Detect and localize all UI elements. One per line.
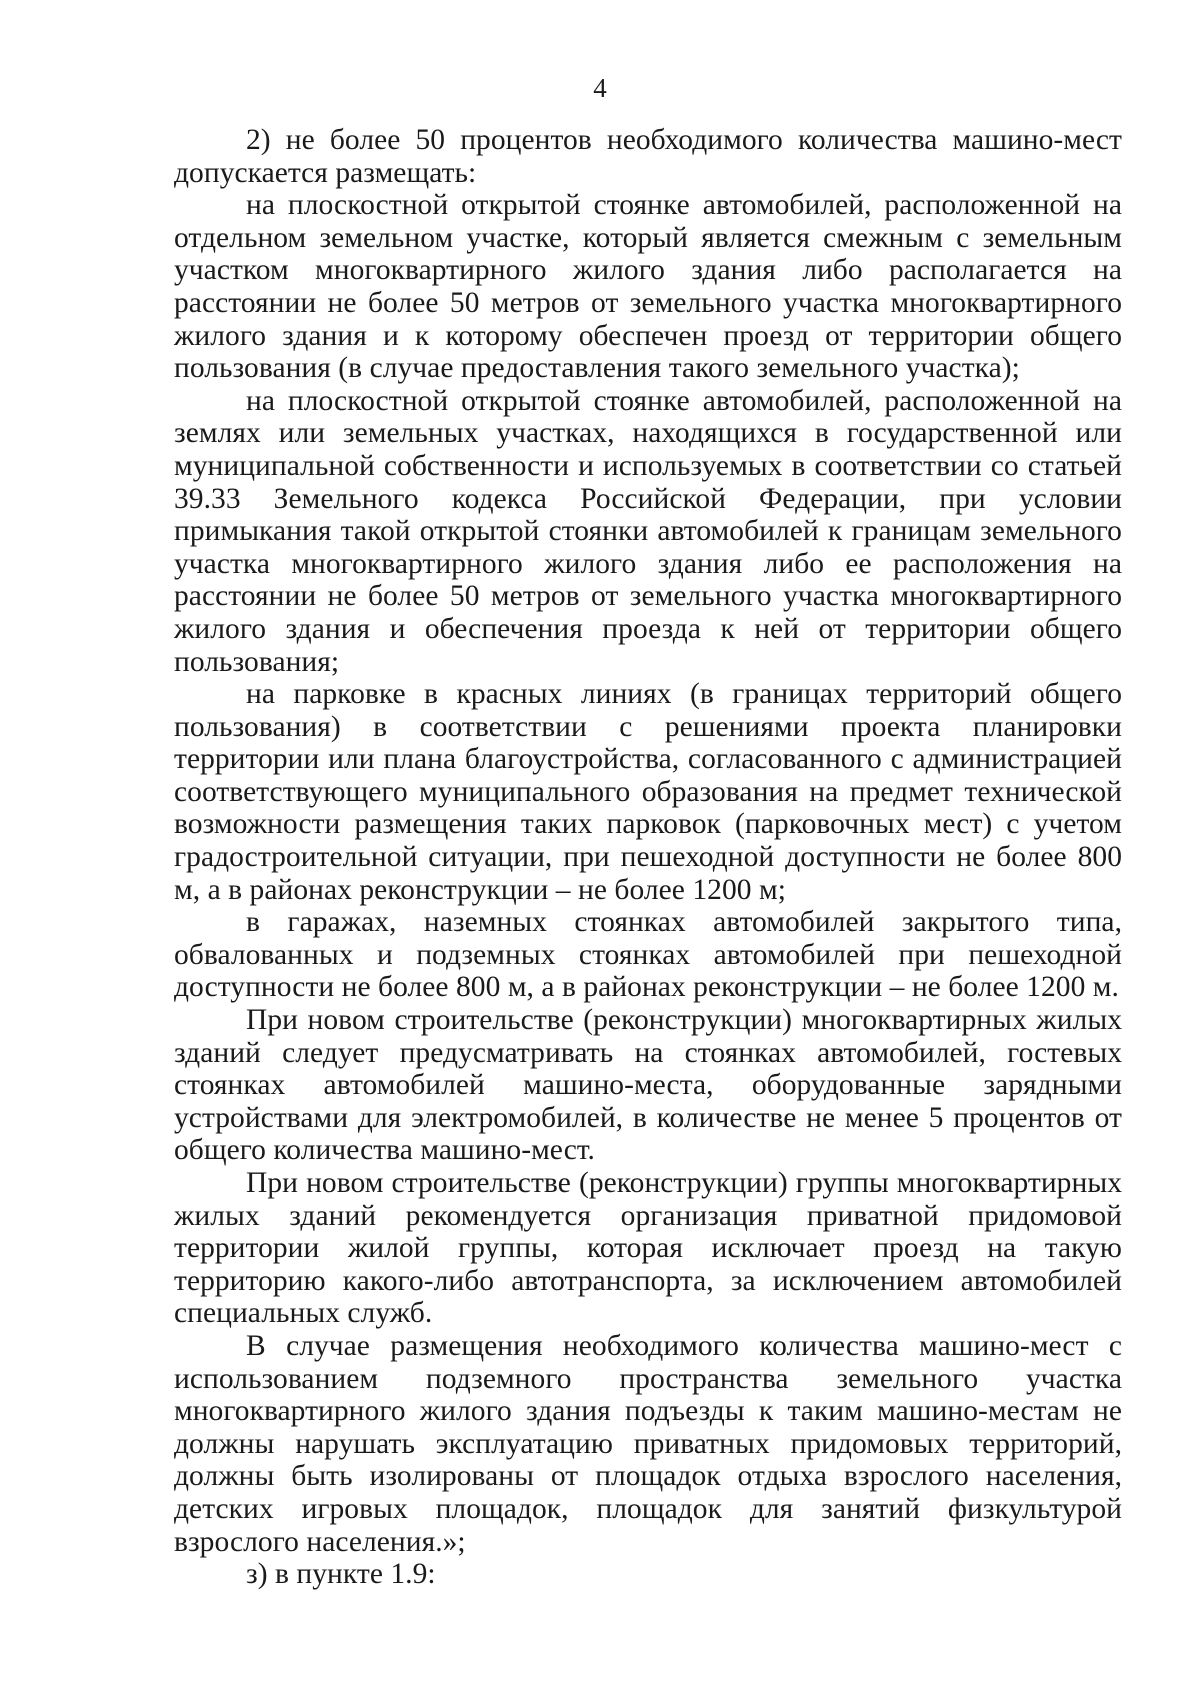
paragraph-underground-space: В случае размещения необходимого количества машино-мест с использованием подземного пространства земельного участка многоквартирного жилого здания подъезды к таким машино-местам не должны нарушать эксплуатацию приватных придомовых территорий, должны быть изолированы от площадок отдыха взрослого населения, детских игровых площадок, площадок для занятий физкультурой взрослого населения.»;: [174, 1329, 1122, 1558]
document-body: [174, 124, 1122, 1591]
paragraph-separate-plot-parking: на плоскостной открытой стоянке автомобилей, расположенной на отдельном земельном участке, который является смежным с земельным участком многоквартирного жилого здания либо располагается на расстоянии не более 50 метров от земельного участка многоквартирного жилого здания и к которому обеспечен проезд от территории общего пользования (в случае предоставления такого земельного участка);: [174, 189, 1122, 385]
paragraph-public-land-parking: на плоскостной открытой стоянке автомобилей, расположенной на землях или земельных участках, находящихся в государственной или муниципальной собственности и используемых в соответствии со статьей 39.33 Земельного кодекса Российской Федерации, при условии примыкания такой открытой стоянки автомобилей к границам земельного участка многоквартирного жилого здания либо ее расположения на расстоянии не более 50 метров от земельного участка многоквартирного жилого здания и обеспечения проезда к ней от территории общего пользования;: [174, 384, 1122, 678]
page-number: 4: [593, 73, 607, 103]
paragraph-item-z: з) в пункте 1.9:: [246, 1558, 436, 1591]
paragraph-red-lines-parking: на парковке в красных линиях (в границах территорий общего пользования) в соответствии с решениями проекта планировки территории или плана благоустройства, согласованного с администрацией соответствующего муниципального образования на предмет технической возможности размещения таких парковок (парковочных мест) с учетом градостроительной ситуации, при пешеходной доступности не более 800 м, а в районах реконструкции – не более 1200 м;: [174, 678, 1122, 906]
paragraph-garages: в гаражах, наземных стоянках автомобилей закрытого типа, обвалованных и подземных стоянках автомобилей при пешеходной доступности не более 800 м, а в районах реконструкции – не более 1200 м.: [174, 906, 1122, 1004]
paragraph-ev-charging: При новом строительстве (реконструкции) многоквартирных жилых зданий следует предусматривать на стоянках автомобилей, гостевых стоянках автомобилей машино-места, оборудованные зарядными устройствами для электромобилей, в количестве не менее 5 процентов от общего количества машино-мест.: [174, 1004, 1122, 1167]
paragraph-item-2: 2) не более 50 процентов необходимого количества машино-мест допускается размещать:: [174, 124, 1122, 189]
paragraph-private-territory: При новом строительстве (реконструкции) группы многоквартирных жилых зданий рекомендуется организация приватной придомовой территории жилой группы, которая исключает проезд на такую территорию какого-либо автотранспорта, за исключением автомобилей специальных служб.: [174, 1167, 1122, 1330]
